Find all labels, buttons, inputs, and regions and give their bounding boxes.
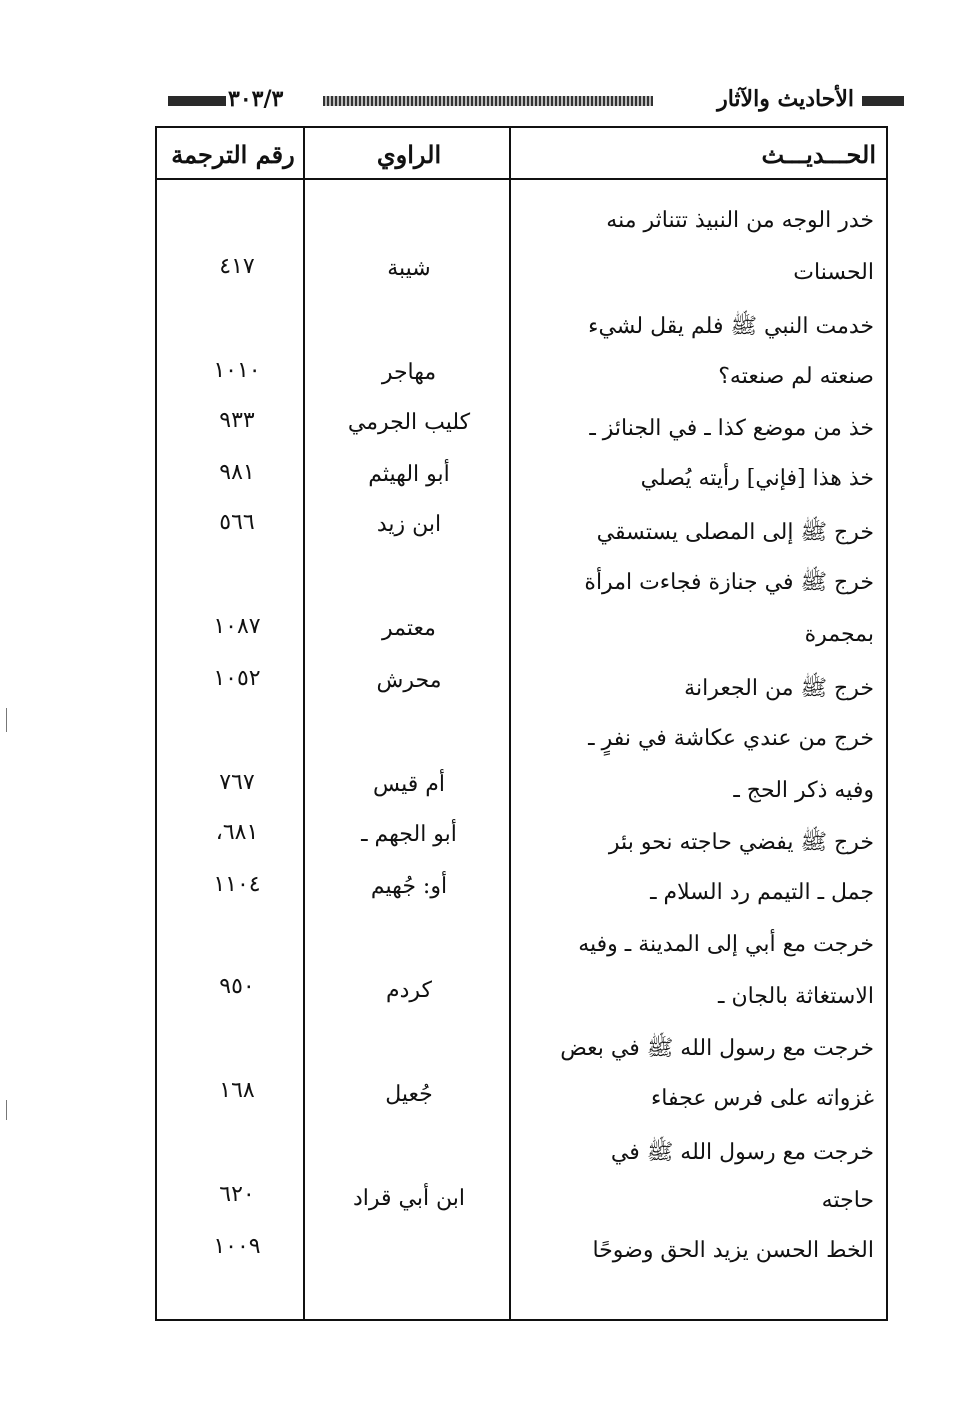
entry-number: ١٠١٠ [213,358,261,383]
entry-number: ١٠٨٧ [213,614,261,639]
narrator-name: أم قيس [373,772,445,797]
hadith-text: خرج ﷺ يفضي حاجته نحو بئر [608,830,874,855]
hadith-text: حاجته [821,1188,874,1213]
hadith-text: خدر الوجه من النبيذ تتناثر منه [606,208,874,233]
narrator-name: أبو الجهم ـ [361,822,457,847]
column-divider-number [303,128,305,1319]
narrator-name: معتمر [382,616,436,641]
hadith-text: خرجت مع أبي إلى المدينة ـ وفيه [578,932,874,957]
index-table [155,126,888,1321]
entry-number: ١١٠٤ [213,872,261,897]
hadith-text: خرج ﷺ من الجعرانة [684,676,874,701]
narrator-name: كليب الجرمي [347,410,471,435]
hadith-text: صنعته لم صنعته؟ [718,364,874,389]
scan-margin-mark [6,1100,7,1120]
entry-number: ١٠٥٢ [213,666,261,691]
narrator-name: شيبة [387,256,431,281]
narrator-name: أبو الهيثم [368,462,450,487]
narrator-name: ابن أبي قراد [352,1186,466,1211]
hadith-text: خرجت مع رسول الله ﷺ في بعض [560,1036,874,1061]
hadith-text: خرجت مع رسول الله ﷺ في [610,1140,874,1165]
narrator-name: ابن زيد [376,512,442,537]
hadith-text: خرج من عندي عكاشة في نفرٍ ـ [588,726,874,751]
entry-number: ٩٨١ [219,460,255,485]
hadith-text: خدمت النبي ﷺ فلم يقل لشيء [588,314,874,339]
hadith-text: خرج ﷺ إلى المصلى يستسقي [596,520,874,545]
entry-number: ٦٨١، [215,820,259,845]
hadith-text: الخط الحسن يزيد الحق وضوحًا [592,1238,874,1263]
column-header-number: رقم الترجمة [171,140,295,169]
running-title: الأحاديث والآثار [717,86,854,112]
entry-number: ٦٢٠ [219,1182,255,1207]
hadith-text: خذ هذا [فإني] رأيته يُصلي [640,466,874,491]
hadith-text: خذ من موضع كذا ـ في الجنائز ـ [589,416,874,441]
column-header-narrator: الراوي [376,140,442,169]
page-number: ٣٠٣/٣ [228,86,284,112]
entry-number: ٩٥٠ [219,974,255,999]
header-rule-middle [323,96,653,106]
scan-margin-mark [6,708,7,732]
narrator-name: مهاجر [381,360,437,385]
hadith-text: الاستغاثة بالجان ـ [718,984,874,1009]
narrator-name: أو: جُهيم [370,874,448,899]
entry-number: ٧٦٧ [219,770,255,795]
hadith-text: خرج ﷺ في جنازة فجاءت امرأة [584,570,874,595]
narrator-name: محرش [376,668,442,693]
header-underline [157,178,886,180]
hadith-text: الحسنات [793,260,874,285]
column-header-hadith: الحـــديـــث [761,140,876,169]
entry-number: ١٦٨ [219,1078,255,1103]
column-divider-hadith [509,128,511,1319]
hadith-text: جمل ـ التيمم رد السلام ـ [650,880,874,905]
header-rule-left [168,96,226,106]
hadith-text: وفيه ذكر الحج ـ [733,778,874,803]
entry-number: ٩٣٣ [219,408,255,433]
header-rule-right [862,96,904,106]
hadith-text: بمجمرة [804,622,874,647]
narrator-name: جُعيل [385,1082,433,1107]
entry-number: ٤١٧ [219,254,255,279]
entry-number: ١٠٠٩ [213,1234,261,1259]
hadith-text: غزواته على فرس عجفاء [650,1086,874,1111]
narrator-name: كردم [385,978,433,1003]
entry-number: ٥٦٦ [219,510,255,535]
page-header [168,86,904,120]
